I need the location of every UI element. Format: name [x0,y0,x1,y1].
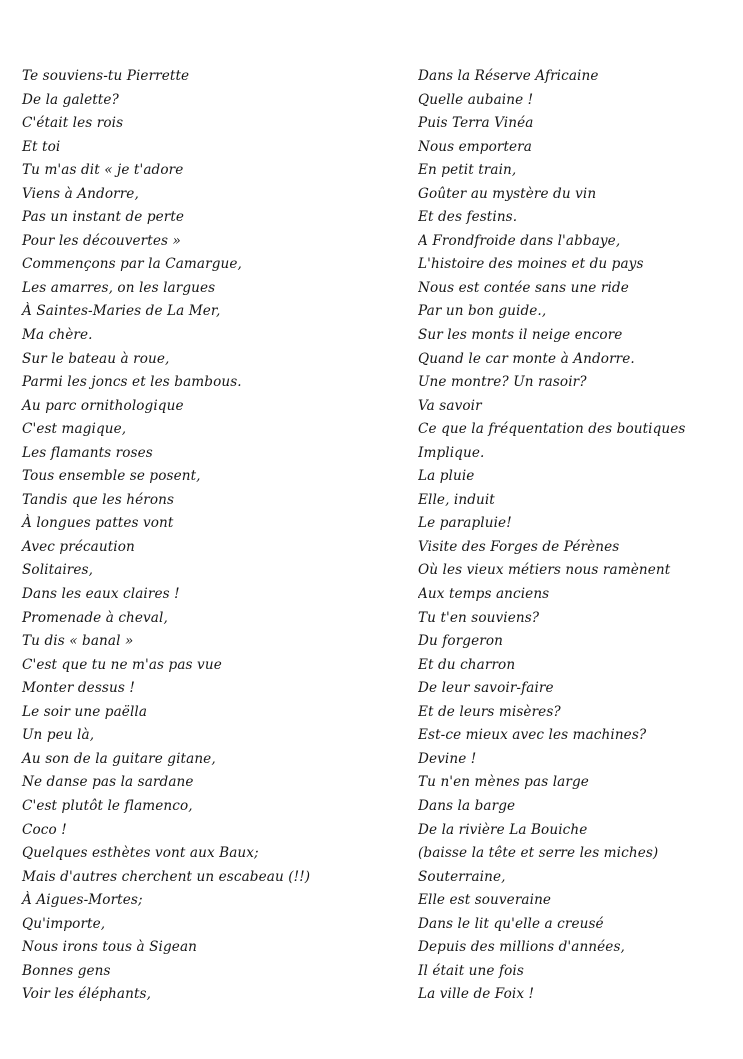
poem-line: Avec précaution [22,538,135,555]
poem-line: Goûter au mystère du vin [418,185,597,202]
poem-line: Une montre? Un rasoir? [418,374,587,391]
poem-line: Promenade à cheval, [22,609,168,626]
poem-line: Et du charron [418,656,516,673]
poem-line: La pluie [418,468,475,485]
poem-line: Visite des Forges de Pérènes [418,538,620,555]
poem-line: De la rivière La Bouiche [418,821,588,838]
poem-line: Souterraine, [418,868,506,885]
poem-line: C'est plutôt le flamenco, [22,797,193,814]
poem-line: C'est que tu ne m'as pas vue [22,656,222,673]
poem-line: Ma chère. [22,327,93,344]
poem-line: Est-ce mieux avec les machines? [418,727,647,744]
poem-line: Nous emportera [418,138,532,155]
poem-line: Les amarres, on les largues [22,279,216,296]
poem-right-column [418,65,743,1007]
poem-line: Les flamants roses [22,444,153,461]
poem-line: Depuis des millions d'années, [418,939,625,956]
poem-line: Où les vieux métiers nous ramènent [418,562,671,579]
poem-line: Ne danse pas la sardane [22,774,194,791]
poem-line: Le parapluie! [418,515,512,532]
poem-line: De leur savoir-faire [418,680,554,697]
poem-line: À Aigues-Mortes; [22,892,143,909]
poem-line: Mais d'autres cherchent un escabeau (!!) [22,868,311,885]
poem-line: C'est magique, [22,421,127,438]
poem-line: Quelle aubaine ! [418,91,534,108]
poem-line: A Frondfroide dans l'abbaye, [418,232,621,249]
poem-line: Tandis que les hérons [22,491,175,508]
poem-line: Tu m'as dit « je t'adore [22,162,184,179]
poem-line: Tu n'en mènes pas large [418,774,589,791]
poem-line: Aux temps anciens [418,586,550,603]
poem-line: Du forgeron [418,633,503,650]
poem-line: Pas un instant de perte [22,209,185,226]
poem-line: Devine ! [418,750,477,767]
poem-line: La ville de Foix ! [418,986,535,1003]
poem-line: Elle, induit [418,491,495,508]
poem-line: Nous irons tous à Sigean [22,939,198,956]
poem-line: Nous est contée sans une ride [418,279,629,296]
poem-line: L'histoire des moines et du pays [418,256,644,273]
poem-line: Un peu là, [22,727,95,744]
poem-line: Sur les monts il neige encore [418,327,623,344]
poem-line: Viens à Andorre, [22,185,139,202]
poem-line: Elle est souveraine [418,892,552,909]
poem-line: Au parc ornithologique [22,397,184,414]
poem-line: À Saintes-Maries de La Mer, [22,303,221,320]
poem-line: C'était les rois [22,115,124,132]
poem-line: Qu'importe, [22,915,106,932]
poem-line: Parmi les joncs et les bambous. [22,374,242,391]
poem-line: Solitaires, [22,562,94,579]
poem-left-column [22,65,402,1007]
poem-line: Commençons par la Camargue, [22,256,242,273]
poem-line: Tous ensemble se posent, [22,468,201,485]
poem-line: Dans les eaux claires ! [22,586,180,603]
poem-line: Dans la barge [418,797,516,814]
poem-line: Sur le bateau à roue, [22,350,170,367]
poem-line: Dans le lit qu'elle a creusé [418,915,604,932]
poem-line: Monter dessus ! [22,680,135,697]
poem-line: De la galette? [22,91,119,108]
poem-line: Te souviens-tu Pierrette [22,68,190,84]
poem-line: Le soir une paëlla [22,703,148,720]
poem-line: Implique. [418,444,485,461]
poem-line: Dans la Réserve Africaine [418,68,599,84]
poem-line: Tu dis « banal » [22,633,134,650]
poem-line: En petit train, [418,162,517,179]
poem-line: Voir les éléphants, [22,986,152,1003]
poem-line: Au son de la guitare gitane, [22,750,216,767]
poem-line: Et des festins. [418,209,518,226]
poem-line: Par un bon guide., [418,303,547,320]
poem-line: Bonnes gens [22,962,111,979]
poem-line: Il était une fois [418,962,524,979]
poem-line: Et toi [22,138,61,155]
poem-line: À longues pattes vont [22,515,174,532]
poem-line: (baisse la tête et serre les miches) [418,845,659,862]
poem-line: Et de leurs misères? [418,703,561,720]
poem-line: Quelques esthètes vont aux Baux; [22,845,259,862]
poem-line: Pour les découvertes » [22,232,181,249]
poem-line: Tu t'en souviens? [418,609,540,626]
poem-line: Va savoir [418,397,482,414]
poem-line: Coco ! [22,821,67,838]
poem-line: Quand le car monte à Andorre. [418,350,635,367]
poem-line: Ce que la fréquentation des boutiques [418,421,686,438]
poem-line: Puis Terra Vinéa [418,115,534,132]
